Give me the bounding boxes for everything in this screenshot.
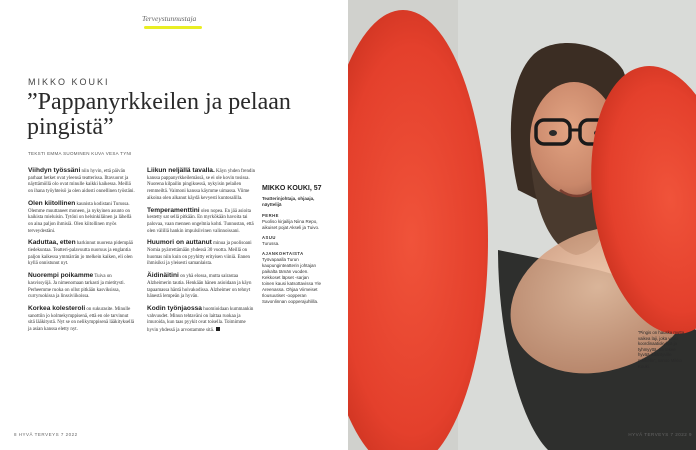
fact-box-label: PERHE: [262, 212, 279, 218]
section-tag-highlight: [144, 26, 202, 29]
paragraph: Kodin työnjaossa huomioidaan kummankin vahvuudet. Minun tehtaväni on laittaa ruokaa ja imuroida, kun taas pyykit ovat toisella. Toimimme hyvin yhdessä ja arvostamme sitä.: [147, 304, 254, 334]
fact-box-role: Teatterinjohtaja, ohjaaja, näyttelijä: [262, 195, 315, 207]
fact-box-label: AJANKOHTAISTA: [262, 250, 304, 256]
paragraph: Huumori on auttanut minua ja puolisoani Nomia pyärrettämään yhdessä 30 vuotta. Meillä on huomas niin kuin on pyyhitty erityisen viiniä. Ennen ihmisiksi ja yleisesti samanlaista.: [147, 239, 252, 267]
fact-box-text: Puoliso kirjailija Niina Repo, aikuiset pojat Akseli ja Tuivo.: [262, 218, 320, 230]
fact-box: [262, 185, 322, 309]
paragraph: Äidinäitini on yhä elossa, mutta sairastaa Alzheimerin tautia. Henkään hänen asioidaan ja käyn tapaamassa häntä hoivakodissa. Alzheimer on tehnyt hänestä lempeän ja hyvän.: [147, 272, 252, 300]
headline: ”Pappanyrkkeilen ja pelaan pingistä”: [27, 89, 291, 140]
fact-box-name: MIKKO KOUKI, 57: [262, 185, 322, 192]
paragraph: Olen kiitollinen kaunista kodistani Turussa. Olemme muuttaneet moneen, ja nykyinen asunto on kaikista mieluisin. Tytöni on helsinkiläinen ja lähellä on aina paljon ihmisiä. Olen kiitollinen myös terveydestäni.: [28, 199, 132, 234]
article-column-2: [147, 168, 257, 340]
right-page-photo: [348, 0, 696, 450]
fact-box-text: Turussa.: [262, 240, 280, 246]
fact-box-text: Työvapaalla Turun kaupunginteatterin johtajan paikalta tämän vuoden. Kekkoset läpset -sarjan toinen kausi katsottavissa Yle Areenassa. Ohjaa Viimeiset Ilousuutiset -oopperan Savonlinnan oopperajuhlilla.: [262, 256, 321, 304]
paragraph: Liikun neljällä tavalla. Käyn yhden frendin kanssa pappanyrkkeilemässä, se ei ole kovin tosissa. Nuorena kilpailin pingiksessä, nykyisin pelailen remmeiltä. Vaimoni kanssa käymme uimassa. Viime aikoina olen alkanut käydä kevyesti kuntosalilla.: [147, 167, 256, 201]
credits: TEKSTI EMMA SUOMINEN KUVA VESA TYNI: [28, 151, 132, 156]
end-mark-icon: [216, 327, 220, 331]
page-footer-right: HYVÄ TERVEYS 7 2022 9: [628, 432, 692, 437]
paragraph: Kaduttaa, etten harkinnut nuorena pidempää tiedekuntaa. Teatteri-palavuutta nuoruus ja englantia paljon kaikessa ymmärrän jo melkein kaiken, eli olen kyllä onnistunut nyt.: [28, 239, 133, 267]
person-name: MIKKO KOUKI: [28, 77, 110, 87]
page-footer-left: 8 HYVÄ TERVEYS 7 2022: [14, 432, 78, 437]
fact-box-label: ASUU: [262, 234, 276, 240]
paragraph: Temperamenttini olen nopea. En jää asioita kestetty sat sellä pitkään. En myrkökään havoita tai palovaa, vaan mennen ongelmia kohti. Tunnustan, että olen välillä hankin impulsiivinen valinnoissani.: [147, 206, 254, 234]
eye-left: [549, 130, 557, 136]
paragraph: Korkea kolesteroli on sukurasite. Minulle sanottiin jo kolmekymppisenä, että en ole tarvinnut sitä lääkitystä. Nyt se on nelikymppisenä lääkityksellä ja asian kanssa eletty nyt.: [28, 304, 135, 333]
portrait-photo: [348, 0, 696, 450]
paragraph: Viihdyn työssäni niin hyvin, että päivän parhaat hetket ovat yleensä teatterissa. Iltavuorot ja näyttämöllä olo ovat minulle kaikki kaikessa. Meillä on ihana työyhteisö ja olen aidosti onnellinen työstäni.: [28, 167, 135, 195]
paragraph: Nuorempi poikamme Tuiva on kasvissyöjä. Ja nimenomaan tarkasti ja mietitysti. Perheemme ruoka on ollut pitkään kasviksissa, curryruokissa ja linssiviikoissa.: [28, 272, 125, 300]
article-column-1: [28, 168, 136, 339]
photo-caption-quote: ”Pingis on hauska mutta vaikea laji, joka vaatii koordinaatiokykyä ja tyhmyyttä. Se tekee hyvää ikääntyville miehelle”, sanoo Mikko Kouki.: [638, 330, 685, 369]
section-tag: Terveystunnustaja: [142, 14, 197, 23]
